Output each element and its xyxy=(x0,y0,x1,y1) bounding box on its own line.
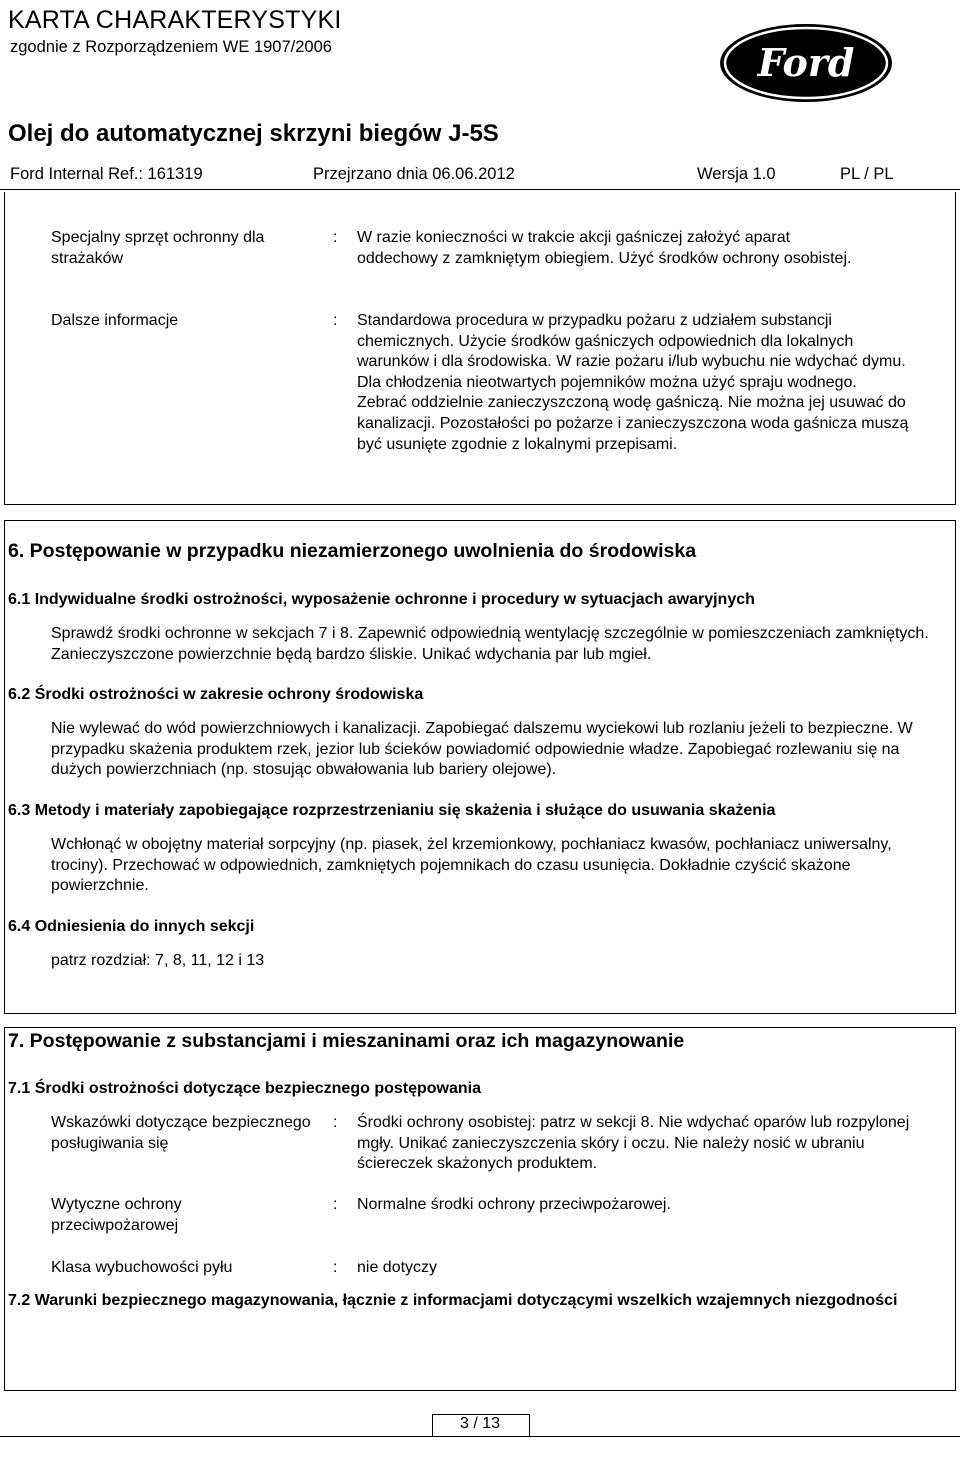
row-value: Środki ochrony osobistej: patrz w sekcji 8. Nie wdychać oparów lub rozpylonej mgły. Unikać zanieczyszczenia skóry i oczu. Nie należy nosić w ubraniu ściereczek skażonych produktem. xyxy=(357,1114,910,1173)
row-colon: : xyxy=(333,312,338,329)
subsection-6-3-title: 6.3 Metody i materiały zapobiegające rozprzestrzenianiu się skażenia i służące do usuwania skażenia xyxy=(8,802,776,819)
section-7 xyxy=(4,1027,956,1391)
language: PL / PL xyxy=(840,165,894,183)
internal-ref: Ford Internal Ref.: 161319 xyxy=(10,165,203,183)
subsection-7-1-title: 7.1 Środki ostrożności dotyczące bezpiecznego postępowania xyxy=(8,1080,481,1097)
section-6 xyxy=(4,520,956,1014)
product-name: Olej do automatycznej skrzyni biegów J-5S xyxy=(8,120,499,147)
subsection-6-1-title: 6.1 Indywidualne środki ostrożności, wyposażenie ochronne i procedury w sytuacjach awaryjnych xyxy=(8,591,755,608)
section-5-continuation xyxy=(4,192,956,505)
revision-date: Przejrzano dnia 06.06.2012 xyxy=(313,165,515,183)
document-title: KARTA CHARAKTERYSTYKI xyxy=(8,6,342,34)
row-colon: : xyxy=(333,1259,338,1276)
row-value: nie dotyczy xyxy=(357,1259,438,1276)
footer-divider xyxy=(0,1436,960,1437)
row-label: Wskazówki dotyczące bezpiecznego posługiwania się xyxy=(51,1114,311,1152)
ford-logo xyxy=(718,22,894,104)
row-colon: : xyxy=(333,1196,338,1213)
row-value: Standardowa procedura w przypadku pożaru z udziałem substancji chemicznych. Użycie środków gaśniczych odpowiednich dla lokalnych warunków i dla środowiska. W razie pożaru i/lub wybuchu nie wdychać dymu. Dla chłodzenia nieotwartych pojemników można użyć spraju wodnego. Zebrać oddzielnie zanieczyszczoną wodę gaśniczą. Nie można jej usuwać do kanalizacji. Pozostałości po pożarze i zanieczyszczona woda gaśnicza muszą być usunięte zgodnie z lokalnymi przepisami. xyxy=(357,312,909,453)
document-subtitle: zgodnie z Rozporządzeniem WE 1907/2006 xyxy=(10,38,332,56)
subsection-6-1-text: Sprawdź środki ochronne w sekcjach 7 i 8. Zapewnić odpowiednią wentylację szczególnie w pomieszczeniach zamkniętych. Zanieczyszczone powierzchnie będą bardzo śliskie. Unikać wdychania par lub mgieł. xyxy=(51,625,929,663)
row-label: Klasa wybuchowości pyłu xyxy=(51,1259,233,1276)
version: Wersja 1.0 xyxy=(697,165,776,183)
row-colon: : xyxy=(333,229,338,246)
subsection-6-4-text: patrz rozdział: 7, 8, 11, 12 i 13 xyxy=(51,952,265,969)
row-label: Dalsze informacje xyxy=(51,312,179,329)
row-value: W razie konieczności w trakcie akcji gaśniczej założyć aparat oddechowy z zamkniętym obiegiem. Użyć środków ochrony osobistej. xyxy=(357,229,852,267)
header-divider xyxy=(0,189,960,190)
row-label: Specjalny sprzęt ochronny dla strażaków xyxy=(51,229,265,267)
section-6-title: 6. Postępowanie w przypadku niezamierzonego uwolnienia do środowiska xyxy=(8,540,697,562)
subsection-6-4-title: 6.4 Odniesienia do innych sekcji xyxy=(8,918,255,935)
subsection-6-3-text: Wchłonąć w obojętny materiał sorpcyjny (np. piasek, żel krzemionkowy, pochłaniacz kwasów, pochłaniacz uniwersalny, trociny). Przechować w odpowiednich, zamkniętych pojemnikach do czasu usunięcia. Dokładnie czyścić skażone powierzchnie. xyxy=(51,836,892,895)
subsection-6-2-text: Nie wylewać do wód powierzchniowych i kanalizacji. Zapobiegać dalszemu wyciekowi lub rozlaniu jeżeli to bezpieczne. W przypadku skażenia produktem rzek, jezior lub ścieków powiadomić odpowiednie władze. Zapobiegać rozlewaniu się na dużych powierzchniach (np. stosując obwałowania lub bariery olejowe). xyxy=(51,720,913,779)
row-label: Wytyczne ochrony przeciwpożarowej xyxy=(51,1196,182,1234)
subsection-7-2-title: 7.2 Warunki bezpiecznego magazynowania, łącznie z informacjami dotyczącymi wszelkich wzajemnych niezgodności xyxy=(8,1292,898,1309)
section-7-title: 7. Postępowanie z substancjami i mieszaninami oraz ich magazynowanie xyxy=(8,1030,685,1052)
subsection-6-2-title: 6.2 Środki ostrożności w zakresie ochrony środowiska xyxy=(8,686,424,703)
row-value: Normalne środki ochrony przeciwpożarowej. xyxy=(357,1196,671,1213)
svg-text:Ford: Ford xyxy=(757,40,855,85)
row-colon: : xyxy=(333,1114,338,1131)
page-number: 3 / 13 xyxy=(459,1415,501,1432)
